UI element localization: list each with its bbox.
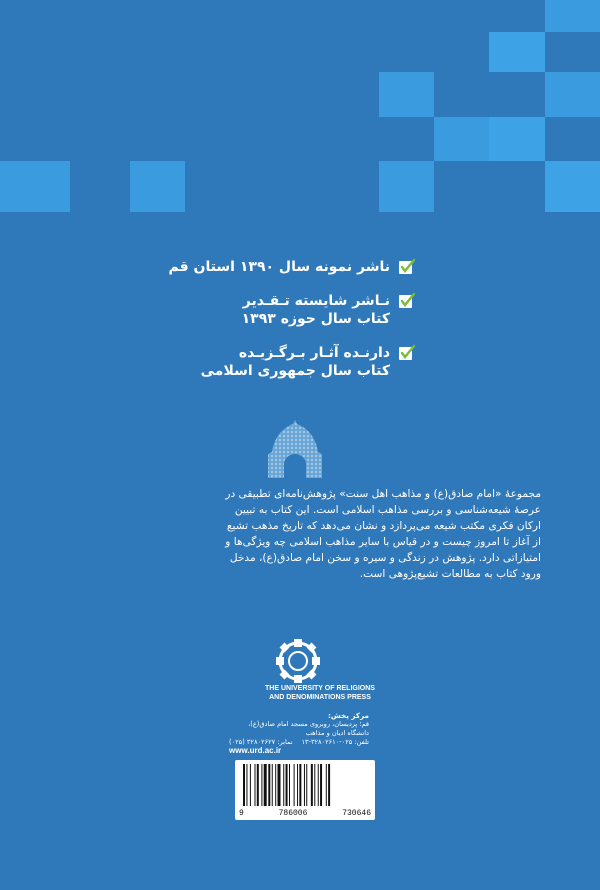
barcode-bars <box>241 764 369 806</box>
description-line: عرصهٔ شیعه‌شناسی و بررسی مذاهب اسلامی است. این کتاب به تبیین <box>234 504 541 516</box>
barcode-number <box>239 809 371 818</box>
barcode-bar <box>261 764 262 806</box>
award-line: نـاشر شایسته تـقـدیر <box>242 293 390 309</box>
publisher-name-line: THE UNIVERSITY OF RELIGIONS <box>265 685 375 692</box>
decor-square <box>0 161 70 212</box>
barcode-digit-group: 730646 <box>342 809 371 818</box>
barcode-bar <box>286 764 288 806</box>
award-item <box>60 344 390 380</box>
decor-square <box>545 0 600 32</box>
barcode-bar <box>304 764 305 806</box>
website-url: www.urd.ac.ir <box>229 746 282 755</box>
decor-square <box>545 161 600 212</box>
award-item <box>60 292 390 328</box>
barcode-digit-group: 9 <box>239 809 244 818</box>
publisher-name <box>240 684 400 702</box>
book-description <box>60 486 541 582</box>
barcode-digit-group: 786006 <box>278 809 308 818</box>
barcode-bar <box>243 764 245 806</box>
description-line: ورود کتاب به مطالعات تشیع‌پژوهی است. <box>359 568 541 580</box>
distribution-address: قم؛ پردیسان، روبروی مسجد امام صادق(ع)، دانشگاه ادیان و مذاهب <box>248 720 369 737</box>
barcode-bar <box>283 764 284 806</box>
awards-list <box>60 258 390 392</box>
barcode-bar <box>250 764 251 806</box>
checkbox-checked-icon <box>398 344 416 362</box>
barcode-bar <box>257 764 259 806</box>
barcode-bar <box>246 764 247 806</box>
mosque-dome-icon <box>262 418 328 480</box>
distribution-title: مرکز پخش: <box>328 711 369 720</box>
barcode-bar <box>328 764 330 806</box>
description-line: از آغاز تا امروز چیست و در قیاس با سایر مذاهب اسلامی چه ویژگی‌ها و <box>225 536 541 548</box>
barcode-bar <box>275 764 276 806</box>
barcode-bar <box>272 764 273 806</box>
award-item <box>60 258 390 276</box>
barcode-bar <box>289 764 290 806</box>
barcode-bar <box>311 764 313 806</box>
barcode-bar <box>306 764 307 806</box>
distribution-phone: تلفن: ۰۲۵-۳۲۸۰۲۶۱۰-۱۳ <box>301 738 369 746</box>
isbn-barcode <box>235 760 375 820</box>
decor-square <box>489 32 545 72</box>
barcode-bar <box>268 764 270 806</box>
award-line: دارنـده آثـار بـرگـزیـده <box>238 345 390 361</box>
publisher-name-line: AND DENOMINATIONS PRESS <box>269 694 371 701</box>
barcode-bar <box>297 764 298 806</box>
decor-square <box>434 117 489 161</box>
description-line: ارکان فکری مکتب شیعه می‌پردازد و نشان می‌دهد که تاریخ مذهب تشیع <box>226 520 541 532</box>
decor-square <box>130 161 185 212</box>
award-line-2: کتاب سال جمهوری اسلامی <box>200 363 390 379</box>
checkbox-checked-icon <box>398 258 416 276</box>
award-line: ناشر نمونه سال ۱۳۹۰ استان قم <box>168 259 390 275</box>
decor-square <box>379 72 434 117</box>
description-line: مجموعهٔ «امام صادق(ع) و مذاهب اهل سنت» پژوهش‌نامه‌ای تطبیقی در <box>225 488 541 500</box>
barcode-bar <box>320 764 322 806</box>
barcode-bar <box>318 764 319 806</box>
description-line: امتیازاتی دارد. پژوهش در زندگی و سیره و سخن امام صادق(ع)، مدخل <box>229 552 541 564</box>
barcode-bar <box>326 764 327 806</box>
barcode-bar <box>278 764 281 806</box>
barcode-bar <box>294 764 295 806</box>
barcode-bar <box>264 764 267 806</box>
barcode-bar <box>255 764 256 806</box>
barcode-bar <box>299 764 301 806</box>
decor-square <box>489 117 545 161</box>
checkbox-checked-icon <box>398 292 416 310</box>
award-line-2: کتاب سال حوزه ۱۳۹۳ <box>241 311 390 327</box>
barcode-bar <box>314 764 315 806</box>
decor-square <box>545 72 600 117</box>
decor-square <box>379 161 434 212</box>
publisher-logo-icon <box>273 636 323 686</box>
distribution-info <box>229 711 369 747</box>
distribution-fax: نمابر: ۳۲۸۰۲۶۲۷ (۰۲۵) <box>229 738 293 746</box>
